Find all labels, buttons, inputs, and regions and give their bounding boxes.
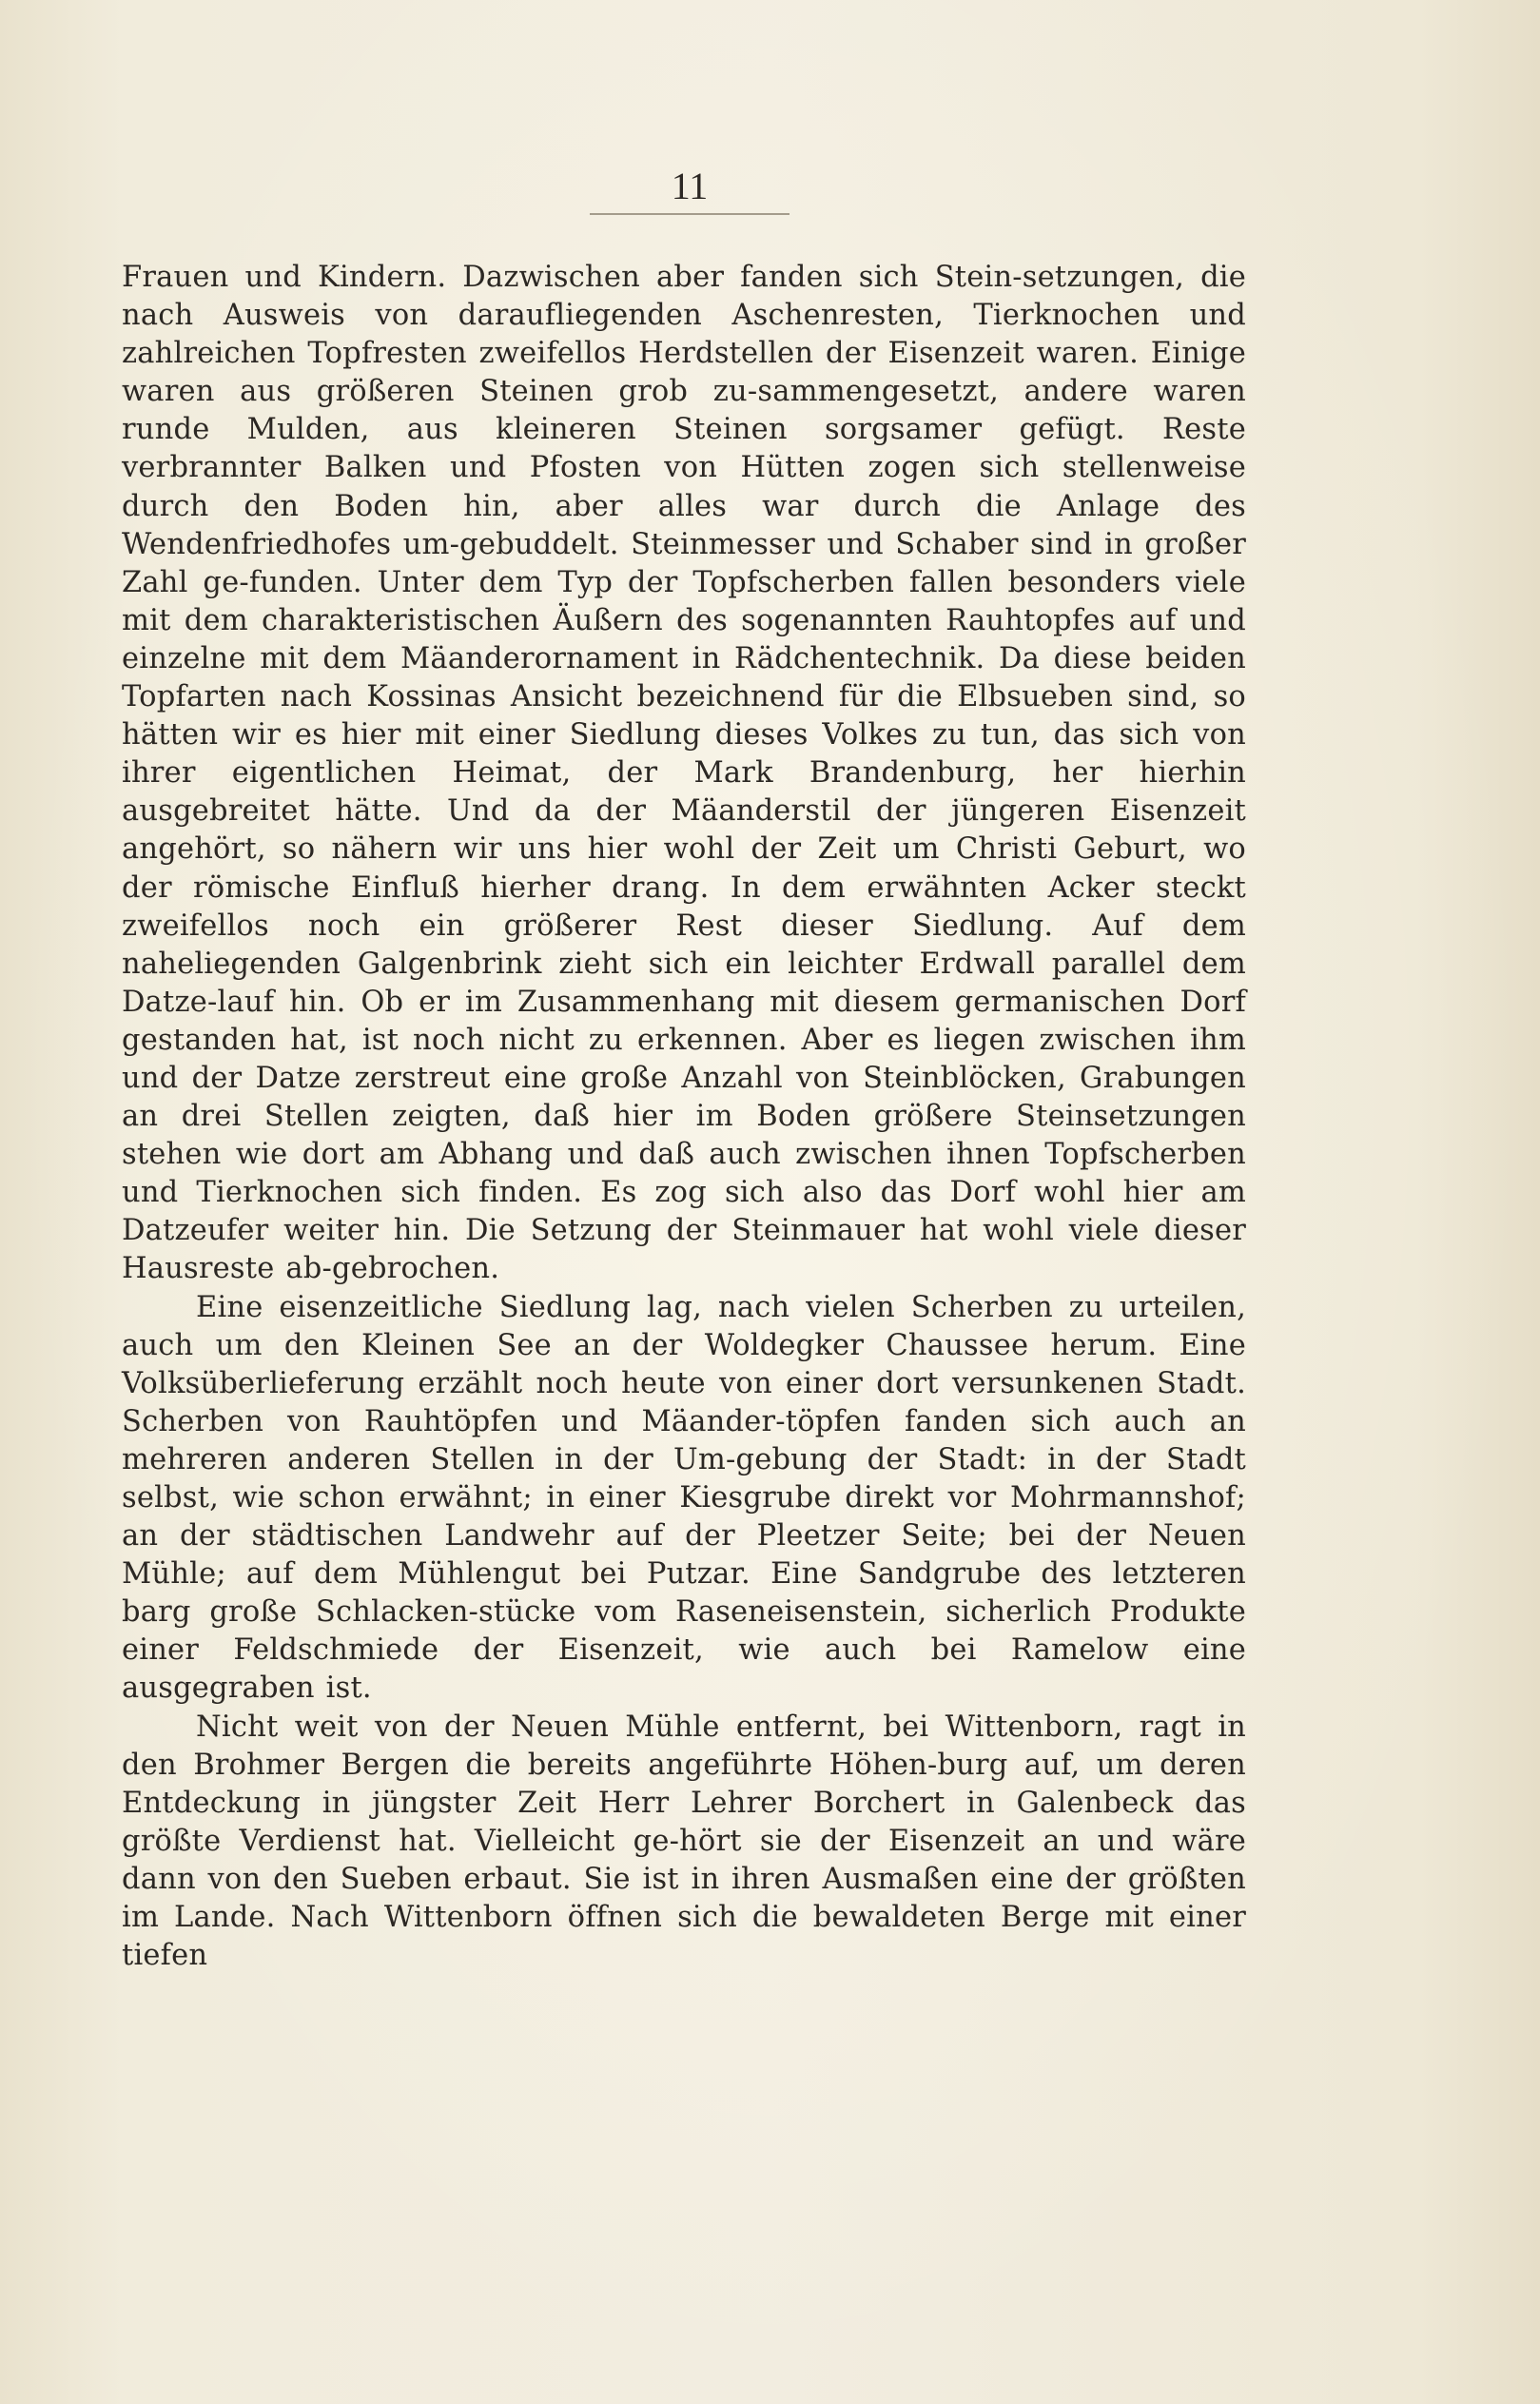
paragraph-2: Eine eisenzeitliche Siedlung lag, nach vielen Scherben zu urteilen, auch um den Kleinen See an der Woldegker Chaussee herum. Eine Volksüberlieferung erzählt noch heute von einer dort versunkenen Stadt. Scherben von Rauhtöpfen und Mäander-töpfen fanden sich auch an mehreren anderen Stellen in der Um-gebung der Stadt: in der Stadt selbst, wie schon erwähnt; in einer Kiesgrube direkt vor Mohrmannshof; an der städtischen Landwehr auf der Pleetzer Seite; bei der Neuen Mühle; auf dem Mühlengut bei Putzar. Eine Sandgrube des letzteren barg große Schlacken-stücke vom Raseneisenstein, sicherlich Produkte einer Feldschmiede der Eisenzeit, wie auch bei Ramelow eine ausgegraben ist. [122, 1290, 1246, 1706]
page-number: 11 [671, 165, 709, 207]
paragraph-3: Nicht weit von der Neuen Mühle entfernt, bei Wittenborn, ragt in den Brohmer Bergen die bereits angeführte Höhen-burg auf, um deren Entdeckung in jüngster Zeit Herr Lehrer Borchert in Galenbeck das größte Verdienst hat. Vielleicht ge-hört sie der Eisenzeit an und wäre dann von den Sueben erbaut. Sie ist in ihren Ausmaßen eine der größten im Lande. Nach Wittenborn öffnen sich die bewaldeten Berge mit einer tiefen [122, 1710, 1246, 1973]
header-rule [590, 213, 789, 215]
body-text [122, 259, 1246, 1975]
paragraph-1: Frauen und Kindern. Dazwischen aber fanden sich Stein-setzungen, die nach Ausweis von daraufliegenden Aschenresten, Tierknochen und zahlreichen Topfresten zweifellos Herdstellen der Eisenzeit waren. Einige waren aus größeren Steinen grob zu-sammengesetzt, andere waren runde Mulden, aus kleineren Steinen sorgsamer gefügt. Reste verbrannter Balken und Pfosten von Hütten zogen sich stellenweise durch den Boden hin, aber alles war durch die Anlage des Wendenfriedhofes um-gebuddelt. Steinmesser und Schaber sind in großer Zahl ge-funden. Unter dem Typ der Topfscherben fallen besonders viele mit dem charakteristischen Äußern des sogenannten Rauhtopfes auf und einzelne mit dem Mäanderornament in Rädchentechnik. Da diese beiden Topfarten nach Kossinas Ansicht bezeichnend für die Elbsueben sind, so hätten wir es hier mit einer Siedlung dieses Volkes zu tun, das sich von ihrer eigentlichen Heimat, der Mark Brandenburg, her hierhin ausgebreitet hätte. Und da der Mäanderstil der jüngeren Eisenzeit angehört, so nähern wir uns hier wohl der Zeit um Christi Geburt, wo der römische Einfluß hierher drang. In dem erwähnten Acker steckt zweifellos noch ein größerer Rest dieser Siedlung. Auf dem naheliegenden Galgenbrink zieht sich ein leichter Erdwall parallel dem Datze-lauf hin. Ob er im Zusammenhang mit diesem germanischen Dorf gestanden hat, ist noch nicht zu erkennen. Aber es liegen zwischen ihm und der Datze zerstreut eine große Anzahl von Steinblöcken, Grabungen an drei Stellen zeigten, daß hier im Boden größere Steinsetzungen stehen wie dort am Abhang und daß auch zwischen ihnen Topfscherben und Tierknochen sich finden. Es zog sich also das Dorf wohl hier am Datzeufer weiter hin. Die Setzung der Steinmauer hat wohl viele dieser Hausreste ab-gebrochen. [122, 261, 1246, 1286]
